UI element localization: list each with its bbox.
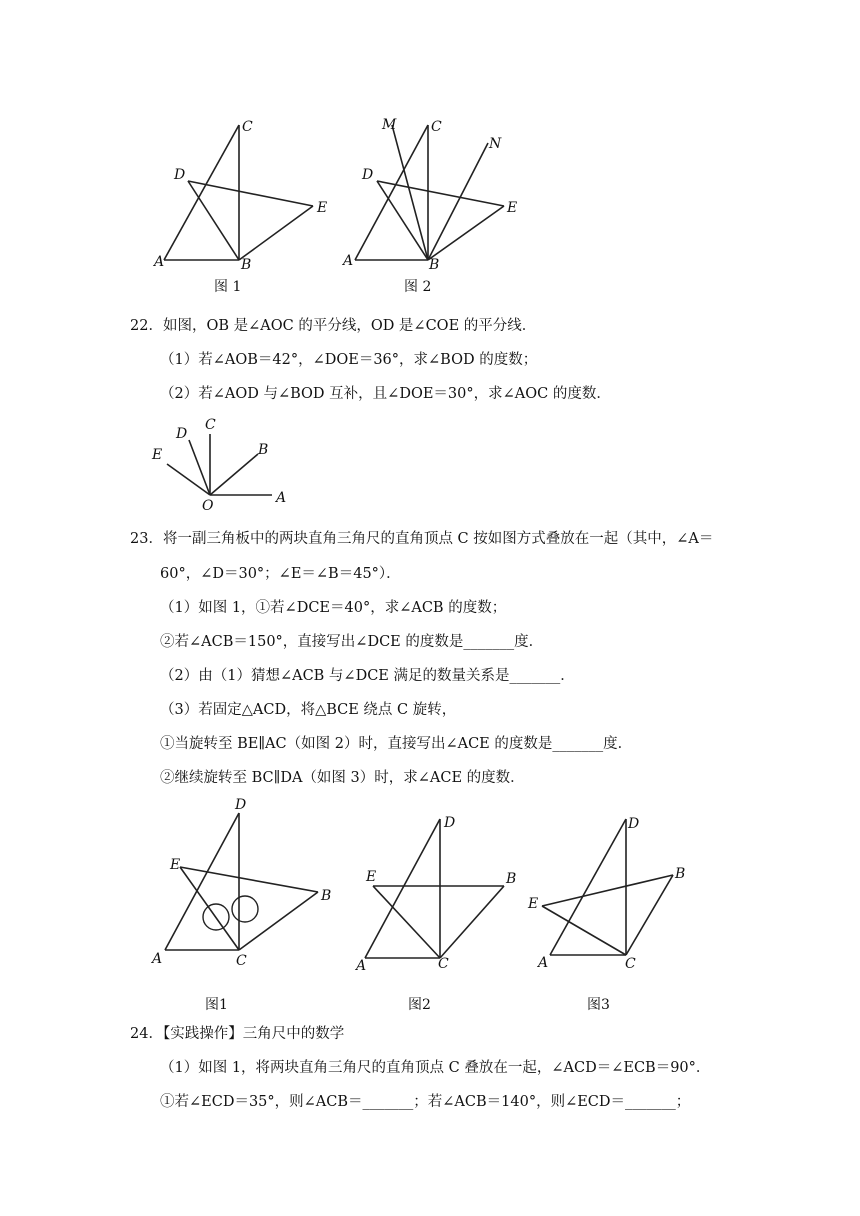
q24-part1: （1）如图 1，将两块直角三角尺的直角顶点 C 叠放在一起，∠ACD＝∠ECB＝90°． xyxy=(160,1060,711,1076)
point-label-a: A xyxy=(154,254,165,270)
point-label-e: E xyxy=(152,447,163,463)
point-label-d: D xyxy=(176,426,188,442)
point-label-c: C xyxy=(236,953,247,969)
q22-part1: （1）若∠AOB＝42°，∠DOE＝36°，求∠BOD 的度数； xyxy=(160,352,538,368)
q23-figure-2-diagram xyxy=(352,808,532,978)
point-label-a: A xyxy=(152,951,163,967)
q22-stem: 22．如图，OB 是∠AOC 的平分线，OD 是∠COE 的平分线． xyxy=(130,318,537,334)
point-label-d: D xyxy=(628,816,640,832)
top-figure-1 xyxy=(150,115,340,275)
point-label-e: E xyxy=(170,857,181,873)
q23-figure-2 xyxy=(352,808,532,978)
point-label-b: B xyxy=(321,888,332,904)
point-label-n: N xyxy=(489,136,502,152)
q23-part2: （2）由（1）猜想∠ACB 与∠DCE 满足的数量关系是_______． xyxy=(160,668,575,684)
figure-caption-2: 图 2 xyxy=(404,279,432,295)
point-label-a: A xyxy=(343,253,354,269)
q22-part2: （2）若∠AOD 与∠BOD 互补，且∠DOE＝30°，求∠AOC 的度数． xyxy=(160,386,611,402)
point-label-c: C xyxy=(242,119,253,135)
point-label-a: A xyxy=(538,955,549,971)
point-label-b: B xyxy=(241,257,252,273)
top-figure-2 xyxy=(340,115,540,275)
q22-angle-diagram xyxy=(148,412,298,512)
point-label-c: C xyxy=(438,956,449,972)
point-label-c: C xyxy=(431,119,442,135)
q23-part1b: ②若∠ACB＝150°，直接写出∠DCE 的度数是_______度． xyxy=(160,634,544,650)
point-label-e: E xyxy=(507,200,518,216)
q23-part3a: ①当旋转至 BE∥AC（如图 2）时，直接写出∠ACE 的度数是_______度． xyxy=(160,736,633,752)
q23-part3b: ②继续旋转至 BC∥DA（如图 3）时，求∠ACE 的度数． xyxy=(160,770,525,786)
point-label-c: C xyxy=(205,417,216,433)
q24-stem: 24．【实践操作】三角尺中的数学 xyxy=(130,1026,345,1042)
q24-part1a: ①若∠ECD＝35°，则∠ACB＝_______；若∠ACB＝140°，则∠ECD＝_______； xyxy=(160,1094,691,1110)
q23-figure-1 xyxy=(148,795,348,975)
point-label-d: D xyxy=(362,167,374,183)
q23-stem-line2: 60°，∠D＝30°；∠E＝∠B＝45°）． xyxy=(160,566,401,582)
point-label-b: B xyxy=(675,866,686,882)
point-label-b: B xyxy=(429,257,440,273)
point-label-m: M xyxy=(382,117,397,133)
q22-figure xyxy=(148,412,298,512)
q23-figure-3-diagram xyxy=(525,808,705,978)
point-label-e: E xyxy=(528,896,539,912)
point-label-e: E xyxy=(366,869,377,885)
q23-caption-1: 图1 xyxy=(205,997,228,1013)
point-label-e: E xyxy=(317,200,328,216)
top-figure-1-diagram xyxy=(150,115,340,275)
q23-part3: （3）若固定△ACD，将△BCE 绕点 C 旋转， xyxy=(160,702,457,718)
top-figure-2-diagram xyxy=(340,115,540,275)
point-label-d: D xyxy=(174,167,186,183)
q23-part1a: （1）如图 1，①若∠DCE＝40°，求∠ACB 的度数； xyxy=(160,600,507,616)
point-label-c: C xyxy=(625,956,636,972)
q23-stem-line1: 23．将一副三角板中的两块直角三角尺的直角顶点 C 按如图方式叠放在一起（其中，∠A＝ xyxy=(130,531,714,547)
point-label-o: O xyxy=(202,498,214,514)
point-label-b: B xyxy=(506,871,517,887)
point-label-a: A xyxy=(356,958,367,974)
q23-figure-3 xyxy=(525,808,705,978)
point-label-d: D xyxy=(235,797,247,813)
figure-caption-1: 图 1 xyxy=(214,279,242,295)
point-label-b: B xyxy=(258,442,269,458)
q23-figure-1-diagram xyxy=(148,795,348,975)
q23-caption-3: 图3 xyxy=(587,997,610,1013)
point-label-a: A xyxy=(276,490,287,506)
q23-caption-2: 图2 xyxy=(408,997,431,1013)
point-label-d: D xyxy=(444,815,456,831)
